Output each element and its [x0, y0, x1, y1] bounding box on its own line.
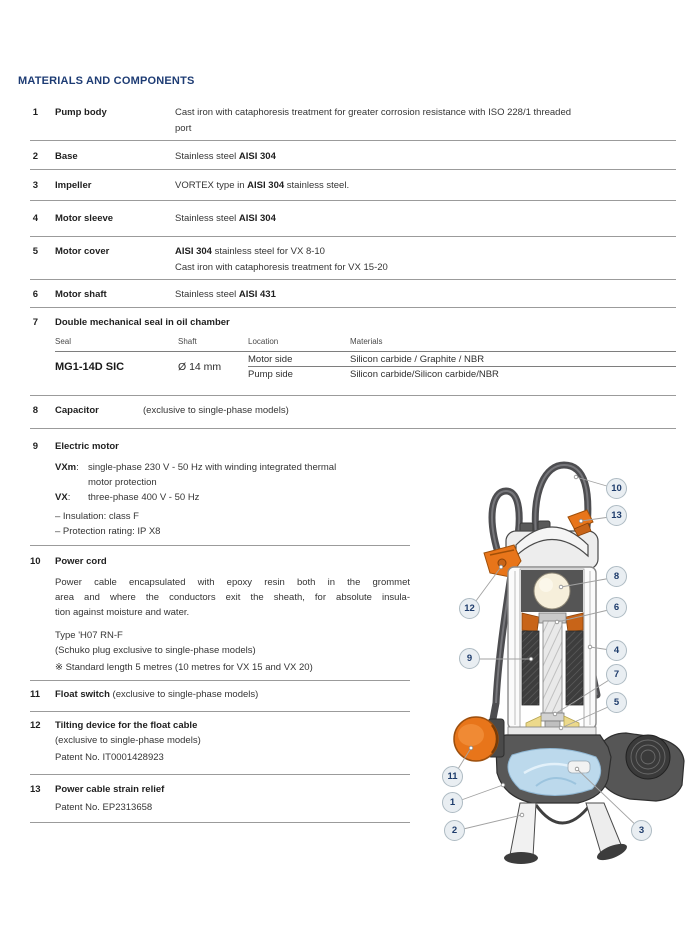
callout-1: 1	[442, 792, 463, 813]
components-list-detail	[30, 431, 410, 823]
component-name: Float switch	[55, 689, 110, 700]
component-description: VORTEX type in AISI 304 stainless steel.	[175, 180, 350, 191]
callout-9: 9	[459, 648, 480, 669]
component-row-motor-cover	[30, 237, 676, 280]
callout-5: 5	[606, 692, 627, 713]
component-name: Impeller	[55, 180, 92, 191]
seal-table-header-location: Location	[248, 335, 350, 352]
component-number: 3	[32, 180, 38, 191]
component-description: AISI 304 stainless steel for VX 8-10 Cast iron with cataphoresis treatment for VX 15-20	[175, 246, 388, 273]
seal-shaft-diameter: Ø 14 mm	[178, 360, 222, 373]
component-name: Double mechanical seal in oil chamber	[55, 317, 230, 328]
component-number: 1	[32, 107, 38, 118]
component-name: Capacitor	[55, 405, 99, 416]
component-row-power-cord	[30, 546, 410, 681]
component-description	[55, 403, 289, 419]
component-number: 5	[32, 246, 38, 257]
component-row-float-switch	[30, 681, 410, 712]
component-note: (exclusive to single-phase models)	[109, 689, 259, 700]
callout-11: 11	[442, 766, 463, 787]
component-number: 8	[32, 405, 38, 416]
seal-table-header-materials: Materials	[350, 335, 676, 352]
callout-6: 6	[606, 597, 627, 618]
patent-number: Patent No. IT0001428923	[55, 752, 164, 763]
pump-cutaway-illustration	[440, 455, 691, 885]
base-legs	[504, 803, 629, 864]
component-name: Power cable strain relief	[55, 784, 165, 795]
component-note: (exclusive to single-phase models)	[143, 405, 289, 416]
component-row-impeller	[30, 170, 676, 201]
component-description: Cast iron with cataphoresis treatment for greater corrosion resistance with ISO 228/1 threaded port	[175, 107, 572, 134]
component-number: 6	[32, 289, 38, 300]
seal-table-header-seal: Seal	[55, 335, 178, 352]
callout-3: 3	[631, 820, 652, 841]
callout-2: 2	[444, 820, 465, 841]
component-name: Motor cover	[55, 246, 110, 257]
callout-10: 10	[606, 478, 627, 499]
seal-table	[55, 335, 676, 382]
components-list	[30, 98, 676, 429]
callout-13: 13	[606, 505, 627, 526]
capacitor-part	[534, 573, 570, 609]
component-row-mechanical-seal	[30, 308, 676, 396]
pump-body-part	[495, 735, 611, 803]
component-description: Stainless steel AISI 431	[175, 289, 276, 300]
patent-number: Patent No. EP2313658	[55, 802, 153, 813]
component-number: 13	[30, 784, 41, 795]
callout-12: 12	[459, 598, 480, 619]
seal-table-header-shaft: Shaft	[178, 335, 248, 352]
component-number: 12	[30, 720, 41, 731]
model-vx: VX	[55, 492, 68, 503]
component-number: 7	[32, 317, 38, 328]
callout-8: 8	[606, 566, 627, 587]
seal-materials-pump-side: Silicon carbide/Silicon carbide/NBR	[350, 369, 499, 380]
seal-materials-motor-side: Silicon carbide / Graphite / NBR	[350, 352, 676, 367]
component-name: Power cord	[55, 556, 107, 567]
seal-location-pump-side: Pump side	[248, 369, 293, 380]
component-number: 10	[30, 556, 41, 567]
component-name: Motor sleeve	[55, 213, 114, 224]
component-name: Tilting device for the float cable	[55, 720, 198, 731]
discharge-port	[600, 733, 684, 801]
component-name: Base	[55, 151, 78, 162]
component-row-motor-sleeve	[30, 201, 676, 237]
cable-type: Type 'H07 RN-F	[55, 630, 123, 641]
pump-cutaway-drawing	[440, 455, 691, 885]
component-description: Stainless steel AISI 304	[175, 151, 276, 162]
component-row-pump-body	[30, 98, 676, 141]
callout-7: 7	[606, 664, 627, 685]
component-row-tilting-device	[30, 712, 410, 775]
component-row-strain-relief	[30, 775, 410, 823]
model-vxm: VXm	[55, 462, 77, 473]
component-row-electric-motor	[30, 431, 410, 546]
protection-rating: – Protection rating: IP X8	[55, 526, 161, 537]
cable-length-note: ※ Standard length 5 metres (10 metres for VX 15 and VX 20)	[55, 662, 313, 673]
power-cord-paragraph: Power cable encapsulated with epoxy resin both in the grommet area and where the conductors exit the sheath, for absolute insula- tion against moisture and water.	[55, 577, 410, 618]
component-name: Motor shaft	[55, 289, 107, 300]
seal-model: MG1-14D SIC	[55, 360, 125, 373]
component-note: (exclusive to single-phase models)	[55, 735, 201, 746]
rotor-shaft	[539, 613, 566, 713]
schuko-note: (Schuko plug exclusive to single-phase models)	[55, 645, 256, 656]
component-name: Pump body	[55, 107, 107, 118]
component-number: 2	[32, 151, 38, 162]
component-number: 11	[30, 689, 41, 700]
seal-location-motor-side: Motor side	[248, 352, 350, 367]
motor-specs: VXm: single-phase 230 V - 50 Hz with winding integrated thermal motor protection VX: three-phase 400 V - 50 Hz – Insulation: class F – Protection rating: IP X8	[55, 460, 410, 539]
float-switch-part	[454, 717, 504, 761]
callout-4: 4	[606, 640, 627, 661]
component-description: Stainless steel AISI 304	[175, 213, 276, 224]
component-number: 4	[32, 213, 38, 224]
insulation-class: – Insulation: class F	[55, 511, 139, 522]
component-row-motor-shaft	[30, 280, 676, 308]
component-name: Electric motor	[55, 441, 119, 452]
component-row-capacitor	[30, 396, 676, 429]
component-row-base	[30, 141, 676, 170]
component-number: 9	[32, 441, 38, 452]
page-title: MATERIALS AND COMPONENTS	[18, 75, 195, 87]
